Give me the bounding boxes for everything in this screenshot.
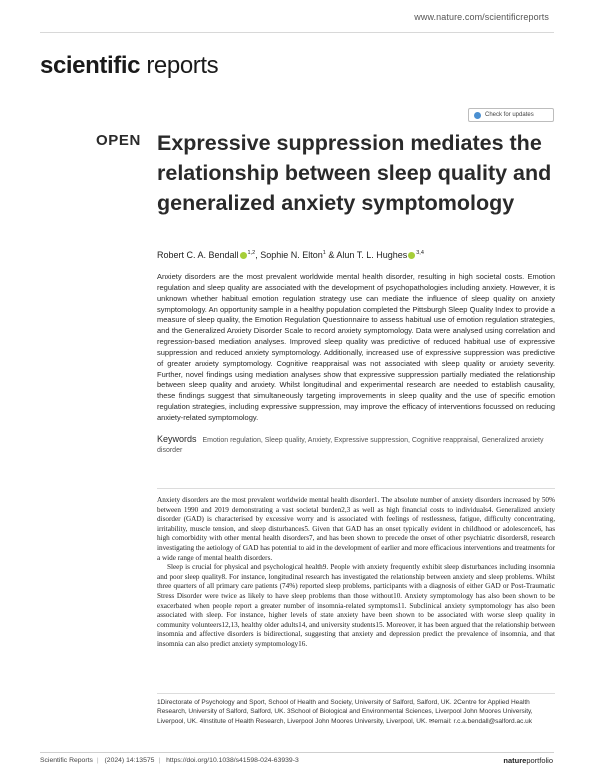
author-affil: 1,2 [247, 250, 256, 256]
check-updates-button[interactable] [468, 108, 554, 122]
brand-light: reports [146, 52, 219, 79]
affiliations: 1Directorate of Psychology and Sport, School of Health and Society, University of Salford, Salford, UK. 2Centre for Applied Health Research, University of Salford, Salford, UK. 3School of Biological and Environmental Sciences, Liverpool John Moores University, Liverpool, UK. 4Institute of Health Research, Liverpool John Moores University, Liverpool, UK. ✉email: r.c.a.bendall@salford.ac.uk [157, 699, 533, 725]
keywords-section [157, 434, 555, 456]
author-affil: 3,4 [416, 250, 424, 256]
page-footer: Scientific Reports | (2024) 14:13575 | https://doi.org/10.1038/s41598-024-63939-3 [40, 757, 299, 764]
footer-divider [40, 752, 554, 753]
keywords-label: Keywords [157, 434, 197, 444]
journal-brand[interactable] [40, 52, 218, 80]
update-icon [474, 112, 481, 119]
check-updates-label: Check for updates [485, 112, 534, 118]
body-paragraph: Sleep is crucial for physical and psychological health9. People with anxiety frequently exhibit sleep disturbances including insomnia and poor sleep quality8. For instance, longitudinal research has investigated the relationship between anxiety and sleep problems. Whilst three quarters of all primary care patients (74%) reported sleep problems, participants with a diagnosis of either GAD or Post-Traumatic Stress Disorder were twice as likely to have sleep problems than those without10. Anxiety symptomology has also been shown to be exacerbated when people report a greater number of insomnia-related symptoms11. Subclinical anxiety symptomology has also been associated with sleep. For instance, higher levels of state anxiety have been shown to be associated with worse sleep quality in community volunteers12,13, healthy older adults14, and university students15. Moreover, it has been argued that the relationship between insomnia and affective disorders is bidirectional, suggesting that anxiety and depression predict the prevalence of insomnia, and that insomnia can also predict anxiety symptomology16. [157, 563, 555, 648]
body-text [157, 496, 555, 650]
body-paragraph: Anxiety disorders are the most prevalent worldwide mental health disorder1. The absolute number of anxiety disorders increased by 50% between 1990 and 2019 demonstrating a vast societal burden2,3 as well as high financial costs to individuals4. Generalized anxiety disorder (GAD) is characterised by excessive worry and is associated with feelings of restlessness, fatigue, difficulty concentrating, irritability, muscle tension, and sleep disturbances5. Given that GAD has an onset typically evident in childhood or adolescence6, has high comorbidity with other mental health disorders7, and has been shown to precede the onset of other psychiatric disorders8, research investigating the aetiology of GAD has potential to aid in the development of earlier and more efficacious interventions and treatments for a wide range of mental health disorders. [157, 496, 555, 562]
author-affil: 1 [322, 250, 326, 256]
author-list: Robert C. A. Bendall $^{1,2}$, Sophie N. Elton$^1$ & Alun T. L. Hughes $^{3,4}$ [157, 250, 424, 260]
publisher-logo: natureportfolio [503, 756, 553, 765]
footer-volume: (2024) 14:13575 [104, 757, 155, 764]
orcid-icon[interactable] [240, 252, 247, 259]
open-access-label: OPEN [96, 132, 141, 149]
footer-doi-link[interactable]: https://doi.org/10.1038/s41598-024-63939-3 [166, 757, 299, 764]
affiliations-divider [157, 693, 555, 694]
keywords-list: Emotion regulation, Sleep quality, Anxiety, Expressive suppression, Cognitive reappraisal, Generalized anxiety disorder [157, 437, 544, 454]
keywords-divider [157, 488, 555, 489]
journal-url[interactable]: www.nature.com/scientificreports [414, 12, 549, 22]
article-title: Expressive suppression mediates the relationship between sleep quality and generalized anxiety symptomology [157, 131, 552, 215]
author-name[interactable]: Alun T. L. Hughes [336, 250, 408, 260]
author-name[interactable]: Sophie N. Elton [260, 250, 323, 260]
brand-bold: scientific [40, 52, 141, 79]
footer-journal: Scientific Reports [40, 757, 93, 764]
header-divider [40, 32, 554, 33]
orcid-icon[interactable] [408, 252, 415, 259]
abstract: Anxiety disorders are the most prevalent worldwide mental health disorder, resulting in high societal costs. Emotion regulation and sleep quality are associated with the development of psychopathologies including anxiety. However, it is unknown whether habitual emotion regulation strategy use can mediate the influence of sleep quality on anxiety symptomology. An opportunity sample in a healthy population completed the Pittsburgh Sleep Quality Index to provide a measure of sleep quality, the Emotion Regulation Questionnaire to assess habitual use of emotion regulation strategies, and the Generalized Anxiety Disorder Scale to record anxiety symptomology. Data were analysed using correlation and regression-based mediation analyses. Improved sleep quality was predictive of reduced habitual use of expressive suppression and reduced anxiety symptomology. Additionally, increased use of expressive suppression was predictive of greater anxiety symptomology. Cognitive reappraisal was not associated with sleep quality or anxiety severity. Further, novel findings using mediation analyses show that expressive suppression partially mediated the relationship between sleep quality and anxiety. Whilst longitudinal and experimental research are needed to establish causality, these findings suggest that simultaneously targeting improvements in sleep quality and the use of specific emotion regulation strategies, including expressive suppression, may improve the efficacy of interventions focussed on reducing anxiety-related symptomology. [157, 272, 555, 422]
author-name[interactable]: Robert C. A. Bendall [157, 250, 239, 260]
